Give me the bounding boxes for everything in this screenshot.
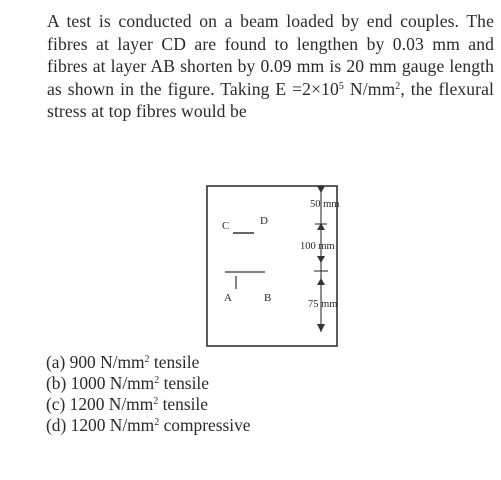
option-prefix: (a) xyxy=(46,352,70,372)
question-part-3: , the flexural stress at top fibres would be xyxy=(47,78,494,121)
option-exponent: 2 xyxy=(144,354,150,365)
label-d: D xyxy=(260,215,268,227)
exponent-2: 2 xyxy=(395,80,401,92)
arrow-up-icon xyxy=(317,278,325,285)
option-value: 1200 N/mm xyxy=(69,394,154,414)
option-exponent: 2 xyxy=(154,375,160,386)
option-suffix: compressive xyxy=(159,415,251,435)
label-a: A xyxy=(224,292,232,304)
dim-label-top: 50 mm xyxy=(310,199,340,210)
option-d[interactable] xyxy=(46,415,251,436)
answer-options xyxy=(46,352,251,436)
arrow-down-icon xyxy=(317,256,325,263)
question-part-1: A test is conducted on a beam loaded by end couples. The fibres at layer CD are found to lengthen by 0.03 mm and fibres at layer AB shorten by 0.09 mm is 20 mm gauge length as shown in the figure. Taking E =2×10 xyxy=(47,11,494,99)
exponent-5: 5 xyxy=(338,80,344,92)
option-exponent: 2 xyxy=(154,417,160,428)
option-exponent: 2 xyxy=(153,396,159,407)
dim-label-mid: 100 mm xyxy=(300,241,335,252)
option-prefix: (d) xyxy=(46,415,71,435)
option-prefix: (c) xyxy=(46,394,70,414)
arrow-down-icon xyxy=(317,324,325,332)
option-c[interactable] xyxy=(46,394,251,415)
option-value: 900 N/mm xyxy=(69,352,145,372)
beam-section xyxy=(207,186,340,346)
option-value: 1000 N/mm xyxy=(70,373,155,393)
option-suffix: tensile xyxy=(159,373,209,393)
option-suffix: tensile xyxy=(149,352,200,372)
option-a[interactable] xyxy=(46,352,251,373)
option-prefix: (b) xyxy=(46,373,71,393)
arrow-down-icon xyxy=(317,186,325,193)
option-suffix: tensile xyxy=(158,394,208,414)
option-value: 1200 N/mm xyxy=(70,415,155,435)
dim-label-bottom: 75 mm xyxy=(308,299,338,310)
option-b[interactable] xyxy=(46,373,251,394)
label-b: B xyxy=(264,292,272,304)
question-part-2: N/mm xyxy=(344,78,396,99)
label-c: C xyxy=(222,220,230,232)
